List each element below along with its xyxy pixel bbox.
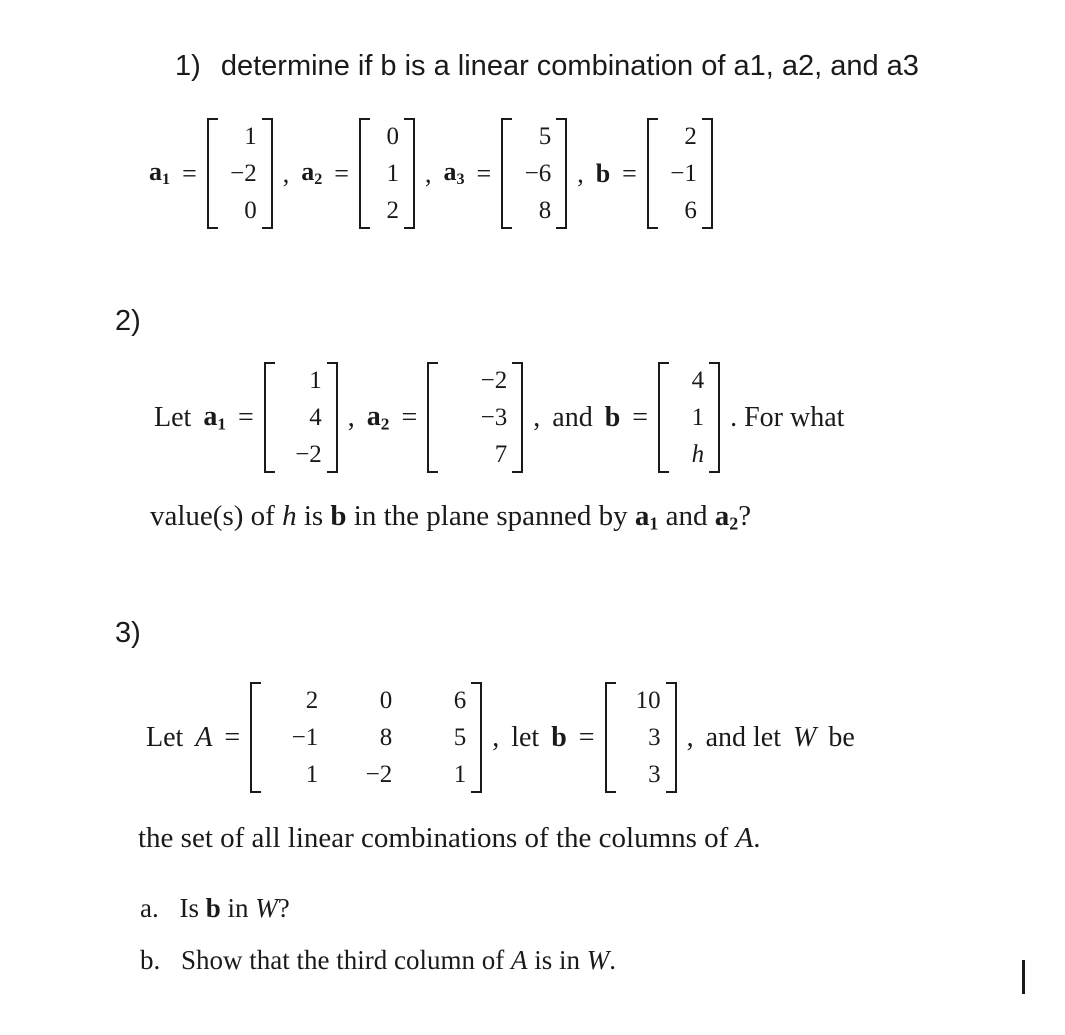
- problem-2-vectors: [148, 362, 850, 473]
- problem-1-vectors: [143, 118, 717, 229]
- text-span: Show that the third column of: [181, 945, 505, 975]
- a2-label: $a_2$: [714, 500, 739, 534]
- vector-entry: 2: [386, 197, 399, 224]
- vector-entry: 2: [684, 123, 697, 150]
- equals-sign: =: [224, 721, 241, 753]
- vector-entry: 6: [684, 197, 697, 224]
- vector-entry: −6: [524, 160, 552, 187]
- matrix-row: [260, 682, 472, 719]
- equals-sign: =: [622, 158, 637, 188]
- text-span: and: [665, 500, 708, 532]
- text-span: in: [227, 893, 249, 923]
- matrix-entry: 1: [305, 761, 319, 788]
- a1-label: $a_1$: [203, 400, 226, 434]
- vector-entry: 0: [244, 197, 257, 224]
- set-W-label: W: [586, 945, 610, 975]
- for-what-text: . For what: [730, 401, 845, 433]
- text-span: in the plane spanned by: [353, 500, 628, 532]
- text-span: value(s) of: [150, 500, 275, 532]
- comma: ,: [533, 401, 541, 433]
- vector-b: [658, 362, 720, 473]
- list-label: b.: [140, 945, 161, 975]
- matrix-entry: 8: [379, 724, 393, 751]
- vector-entry: 10: [635, 687, 661, 714]
- period: .: [753, 822, 761, 854]
- matrix-entry: −2: [365, 761, 393, 788]
- equals-sign: =: [632, 401, 649, 433]
- matrix-A: [250, 682, 482, 793]
- equals-sign: =: [578, 721, 595, 753]
- variable-h: h: [282, 500, 297, 532]
- equals-sign: =: [334, 158, 349, 188]
- matrix-entry: 1: [453, 761, 467, 788]
- comma: ,: [347, 401, 355, 433]
- vector-entry: 1: [691, 404, 705, 431]
- text-span: the set of all linear combinations of the columns of: [138, 822, 729, 854]
- let-word: Let: [154, 401, 192, 433]
- variable-b: b: [205, 893, 221, 923]
- b-label: b: [604, 401, 621, 433]
- comma: ,: [577, 158, 584, 188]
- vector-entry: 1: [309, 367, 322, 394]
- question-mark: ?: [277, 893, 290, 923]
- matrix-A-label: A: [195, 721, 213, 753]
- question-mark: ?: [738, 500, 752, 532]
- variable-b: b: [330, 500, 347, 532]
- period: .: [609, 945, 616, 975]
- vector-a1: [207, 118, 273, 229]
- vector-entry: 5: [538, 123, 552, 150]
- vector-entry: −2: [295, 441, 322, 468]
- let-word: let: [511, 721, 540, 753]
- equals-sign: =: [401, 401, 418, 433]
- matrix-entry: 6: [453, 687, 467, 714]
- vector-entry: 1: [386, 160, 399, 187]
- matrix-entry: −1: [291, 724, 319, 751]
- vector-entry: 0: [386, 123, 399, 150]
- vector-entry: 4: [309, 404, 322, 431]
- a2-label: $a_2$: [366, 400, 390, 434]
- text-cursor: [1022, 960, 1025, 994]
- matrix-entry: 2: [305, 687, 319, 714]
- matrix-A-label: A: [735, 822, 754, 854]
- comma: ,: [492, 721, 500, 753]
- set-W-label: W: [255, 893, 278, 923]
- equals-sign: =: [182, 158, 197, 188]
- problem-3-number: 3): [115, 617, 141, 649]
- matrix-row: [260, 719, 472, 756]
- problem-2-number: 2): [115, 305, 141, 337]
- set-W-label: W: [793, 721, 817, 753]
- question-b: [140, 945, 616, 976]
- vector-a1: [264, 362, 338, 473]
- problem-2-question: [150, 500, 751, 534]
- a2-label: $a_2$: [301, 157, 323, 189]
- text-span: is in: [534, 945, 580, 975]
- problem-1-title: determine if b is a linear combination of a1, a2, and a3: [220, 50, 919, 82]
- text-span: is: [303, 500, 324, 532]
- vector-entry: −2: [230, 160, 257, 187]
- vector-b: [605, 682, 677, 793]
- vector-entry: −3: [480, 404, 508, 431]
- vector-a2: [427, 362, 523, 473]
- vector-entry: h: [691, 441, 705, 468]
- b-label: b: [551, 721, 567, 753]
- equals-sign: =: [238, 401, 254, 433]
- comma: ,: [424, 158, 432, 188]
- vector-a3: [501, 118, 567, 229]
- list-label: a.: [140, 893, 159, 923]
- vector-entry: 8: [538, 197, 552, 224]
- vector-a2: [359, 118, 415, 229]
- vector-entry: 4: [691, 367, 705, 394]
- a1-label: $a_1$: [149, 157, 171, 189]
- vector-entry: −1: [670, 160, 697, 187]
- problem-3-matrix-eq: [140, 682, 861, 793]
- comma: ,: [282, 158, 290, 188]
- vector-entry: 7: [494, 441, 508, 468]
- problem-1-heading: [175, 50, 919, 83]
- a3-label: $a_3$: [443, 157, 465, 189]
- comma: ,: [686, 721, 694, 753]
- matrix-A-label: A: [510, 945, 528, 975]
- vector-entry: 3: [648, 724, 661, 751]
- vector-entry: 1: [244, 123, 257, 150]
- be-word: be: [828, 721, 855, 753]
- b-label: b: [595, 158, 611, 188]
- let-word: Let: [146, 721, 184, 753]
- vector-entry: 3: [648, 761, 661, 788]
- vector-entry: −2: [480, 367, 508, 394]
- matrix-entry: 0: [379, 687, 393, 714]
- text-span: Is: [179, 893, 199, 923]
- question-a: [140, 893, 290, 924]
- problem-1-number: 1): [175, 50, 201, 82]
- and-let-text: and let: [705, 721, 782, 753]
- a1-label: $a_1$: [634, 500, 659, 534]
- matrix-entry: 5: [453, 724, 467, 751]
- and-word: and: [552, 401, 593, 433]
- problem-3-definition: [138, 822, 761, 855]
- vector-b: [647, 118, 713, 229]
- equals-sign: =: [476, 158, 492, 188]
- matrix-row: [260, 756, 472, 793]
